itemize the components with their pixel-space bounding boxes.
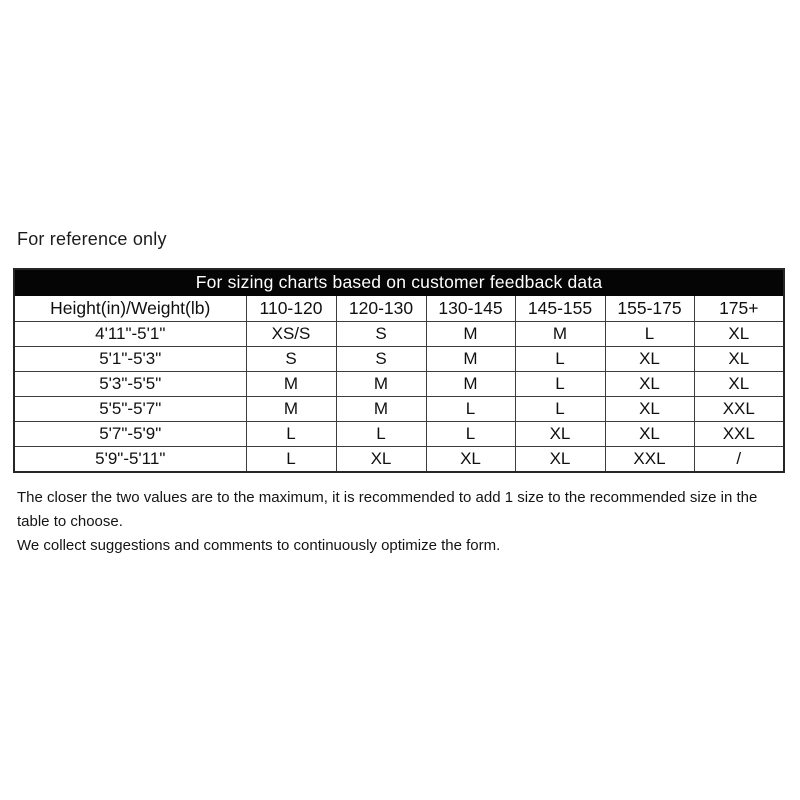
size-cell: XXL <box>694 422 784 447</box>
size-cell: XL <box>694 347 784 372</box>
size-cell: / <box>694 447 784 473</box>
size-cell: L <box>336 422 426 447</box>
size-cell: XL <box>605 422 694 447</box>
table-row <box>14 372 784 397</box>
size-cell: L <box>426 397 515 422</box>
reference-note: For reference only <box>17 229 167 249</box>
size-cell: L <box>515 397 605 422</box>
table-row <box>14 347 784 372</box>
size-cell: L <box>515 347 605 372</box>
column-header-175plus: 175+ <box>694 296 784 322</box>
height-range-cell: 5'3"-5'5" <box>14 372 246 397</box>
size-cell: M <box>246 372 336 397</box>
size-cell: M <box>515 322 605 347</box>
size-cell: L <box>605 322 694 347</box>
size-cell: L <box>246 447 336 473</box>
size-cell: XL <box>605 372 694 397</box>
size-cell: M <box>336 372 426 397</box>
column-header-130-145: 130-145 <box>426 296 515 322</box>
size-cell: XXL <box>694 397 784 422</box>
column-header-155-175: 155-175 <box>605 296 694 322</box>
table-row <box>14 322 784 347</box>
size-chart-table <box>13 268 785 473</box>
height-range-cell: 4'11"-5'1" <box>14 322 246 347</box>
size-cell: XL <box>694 372 784 397</box>
size-cell: M <box>246 397 336 422</box>
size-cell: M <box>426 347 515 372</box>
height-range-cell: 5'7"-5'9" <box>14 422 246 447</box>
table-row <box>14 422 784 447</box>
table-row <box>14 447 784 473</box>
footnotes <box>17 486 793 558</box>
size-cell: L <box>515 372 605 397</box>
size-cell: XL <box>336 447 426 473</box>
size-cell: XL <box>426 447 515 473</box>
column-header-height-weight: Height(in)/Weight(lb) <box>14 296 246 322</box>
size-cell: XXL <box>605 447 694 473</box>
size-cell: XL <box>605 397 694 422</box>
footnote-feedback: We collect suggestions and comments to continuously optimize the form. <box>17 537 501 554</box>
size-cell: S <box>336 322 426 347</box>
table-header-row <box>14 296 784 322</box>
size-cell: L <box>246 422 336 447</box>
footnote-sizing-advice: The closer the two values are to the maximum, it is recommended to add 1 size to the recommended size in the table to choose. <box>17 489 758 530</box>
table-title: For sizing charts based on customer feedback data <box>14 269 784 296</box>
height-range-cell: 5'1"-5'3" <box>14 347 246 372</box>
table-title-row <box>14 269 784 296</box>
size-cell: M <box>426 322 515 347</box>
table-row <box>14 397 784 422</box>
size-cell: XL <box>515 447 605 473</box>
column-header-145-155: 145-155 <box>515 296 605 322</box>
size-cell: M <box>426 372 515 397</box>
size-cell: M <box>336 397 426 422</box>
size-cell: XL <box>694 322 784 347</box>
size-cell: S <box>246 347 336 372</box>
height-range-cell: 5'9"-5'11" <box>14 447 246 473</box>
size-cell: L <box>426 422 515 447</box>
size-cell: XS/S <box>246 322 336 347</box>
column-header-120-130: 120-130 <box>336 296 426 322</box>
height-range-cell: 5'5"-5'7" <box>14 397 246 422</box>
column-header-110-120: 110-120 <box>246 296 336 322</box>
size-cell: XL <box>515 422 605 447</box>
size-cell: XL <box>605 347 694 372</box>
size-cell: S <box>336 347 426 372</box>
